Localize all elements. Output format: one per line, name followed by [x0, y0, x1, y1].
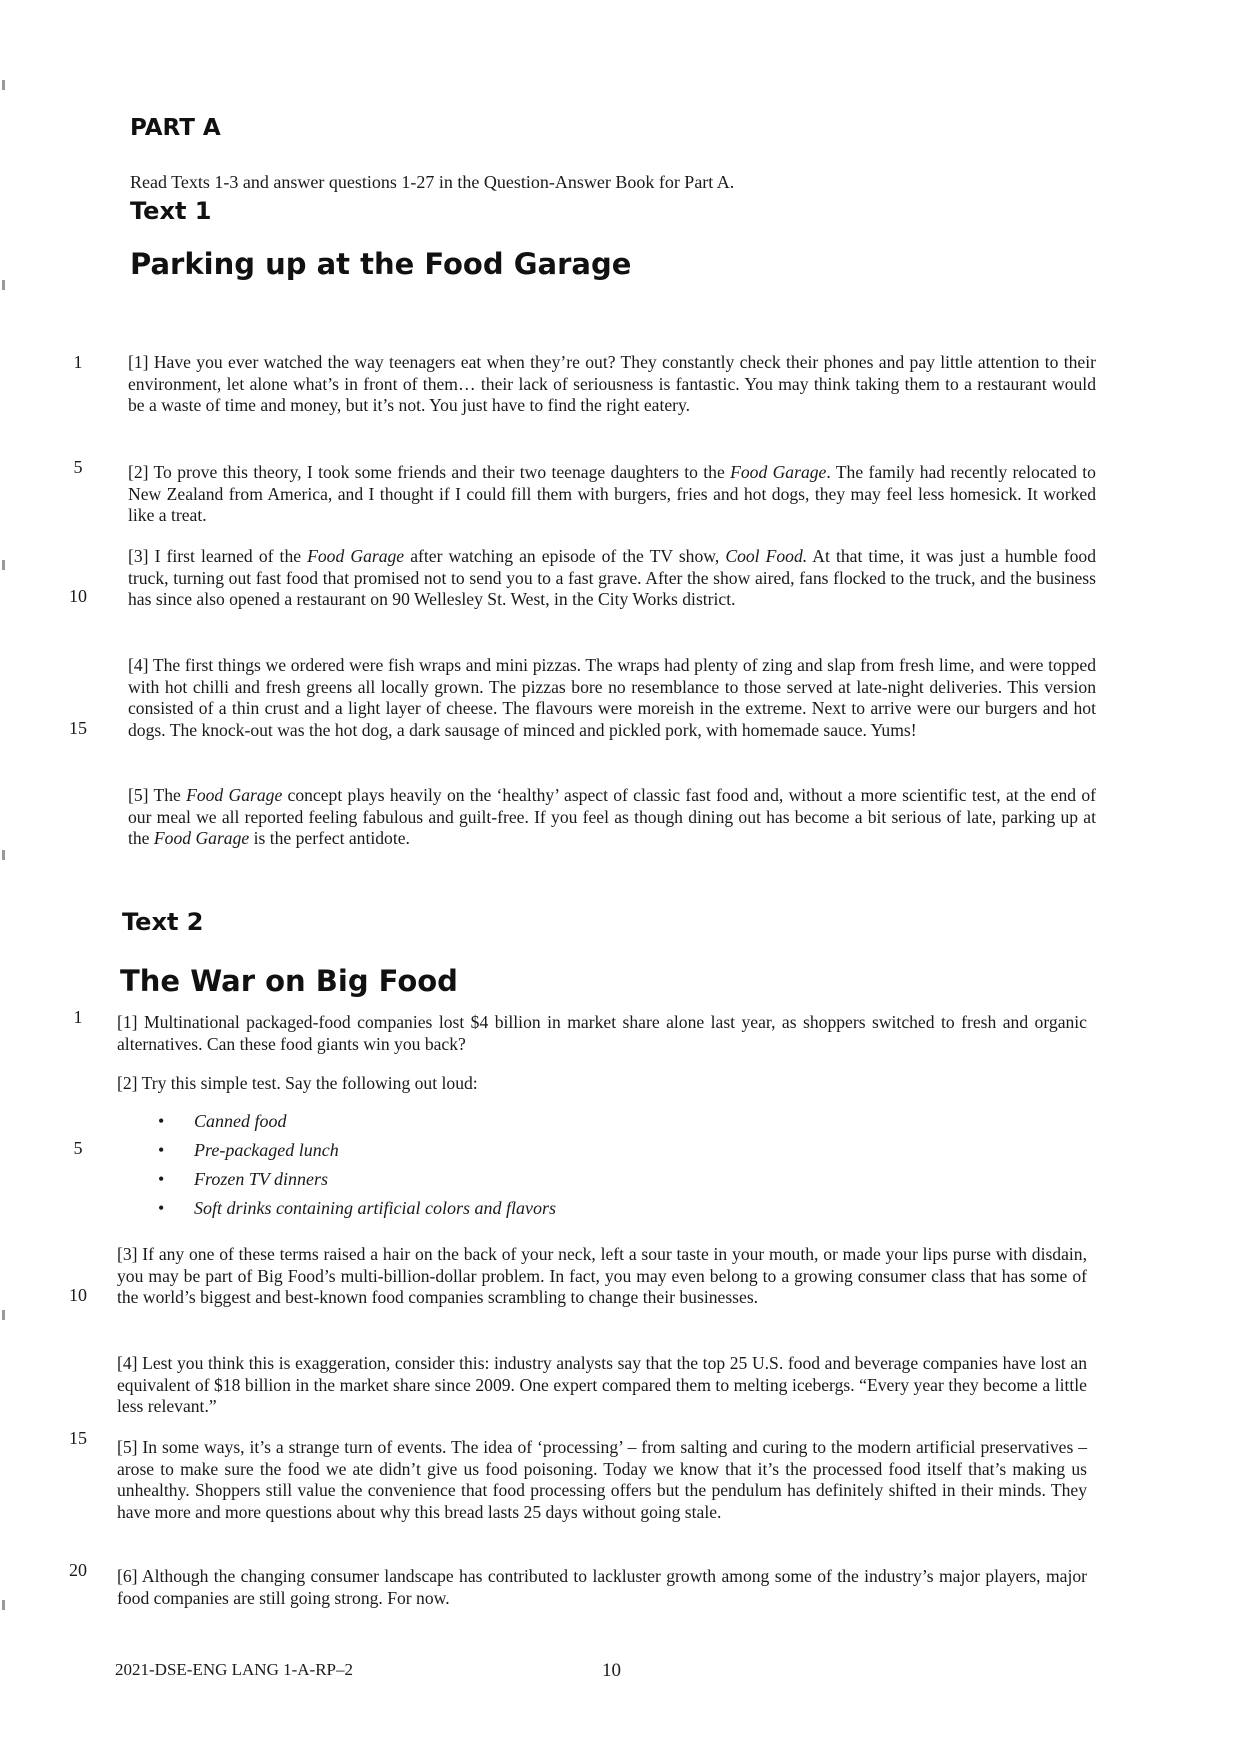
scan-mark — [2, 1310, 5, 1320]
bullet-icon: • — [158, 1169, 165, 1189]
line-number: 1 — [73, 1007, 83, 1027]
line-number: 5 — [73, 457, 83, 477]
paper-code: 2021-DSE-ENG LANG 1-A-RP–2 — [115, 1660, 353, 1679]
list-item: • Soft drinks containing artificial colors and flavors — [150, 1194, 556, 1223]
scan-mark — [2, 560, 5, 570]
part-instruction: Read Texts 1-3 and answer questions 1-27 in the Question-Answer Book for Part A. — [130, 172, 735, 192]
line-number: 10 — [69, 1285, 87, 1305]
text2-label: Text 2 — [122, 908, 204, 936]
line-number: 10 — [69, 586, 87, 606]
text2-paragraph-3: [3] If any one of these terms raised a hair on the back of your neck, left a sour taste in your mouth, or made your lips purse with disdain, you may be part of Big Food’s multi-billion-dollar problem. In fact, you may even belong to a growing consumer class that has some of the world’s biggest and best-known food companies scrambling to change their businesses. — [117, 1244, 1087, 1307]
scan-mark — [2, 80, 5, 90]
line-number: 15 — [69, 1428, 87, 1448]
scan-mark — [2, 850, 5, 860]
scan-mark — [2, 280, 5, 290]
list-item: • Frozen TV dinners — [150, 1165, 556, 1194]
italic-show-title: Cool Food. — [725, 546, 808, 566]
italic-name: Food Garage — [307, 546, 405, 566]
part-heading: PART A — [130, 115, 221, 141]
text2-title: The War on Big Food — [120, 964, 458, 998]
line-number: 1 — [73, 352, 83, 372]
text2-paragraph-5: [5] In some ways, it’s a strange turn of events. The idea of ‘processing’ – from salting and curing to the modern artificial preservatives – arose to make sure the food we ate didn’t give us food poisoning. Today we know that it’s the processed food itself that’s making us unhealthy. Shoppers still value the convenience that food processing offers but the pendulum has definitely shifted in their minds. They have more and more questions about why this bread lasts 25 days without going stale. — [117, 1437, 1087, 1522]
text2-paragraph-4: [4] Lest you think this is exaggeration, consider this: industry analysts say that the top 25 U.S. food and beverage companies have lost an equivalent of $18 billion in the market share since 2009. One expert compared them to melting icebergs. “Every year they become a little less relevant.” — [117, 1353, 1087, 1416]
list-item: • Pre-packaged lunch — [150, 1136, 556, 1165]
text1-paragraph-2: [2] To prove this theory, I took some friends and their two teenage daughters to the Food Garage. The family had recently relocated to New Zealand from America, and I thought if I could fill them with burgers, fries and hot dogs, they may feel less homesick. It worked like a treat. — [128, 462, 1096, 525]
page-number: 10 — [602, 1660, 621, 1681]
text1-label: Text 1 — [130, 197, 212, 225]
text1-paragraph-5: [5] The Food Garage concept plays heavily on the ‘healthy’ aspect of classic fast food and, without a more scientific test, at the end of our meal we all reported feeling fabulous and guilt-free. If you feel as though dining out has become a bit serious of late, parking up at the Food Garage is the perfect antidote. — [128, 785, 1096, 848]
scan-mark — [2, 1600, 5, 1610]
line-number: 15 — [69, 718, 87, 738]
line-number: 5 — [73, 1138, 83, 1158]
list-item: • Canned food — [150, 1107, 556, 1136]
bullet-icon: • — [158, 1198, 165, 1218]
text2-paragraph-6: [6] Although the changing consumer landscape has contributed to lackluster growth among some of the industry’s major players, major food companies are still going strong. For now. — [117, 1566, 1087, 1608]
bullet-list — [150, 1107, 556, 1223]
text1-paragraph-1: [1] Have you ever watched the way teenagers eat when they’re out? They constantly check their phones and pay little attention to their environment, let alone what’s in front of them… their lack of seriousness is fantastic. You may think taking them to a restaurant would be a waste of time and money, but it’s not. You just have to find the right eatery. — [128, 352, 1096, 415]
text1-title: Parking up at the Food Garage — [130, 247, 632, 281]
line-number: 20 — [69, 1560, 87, 1580]
text2-paragraph-2: [2] Try this simple test. Say the following out loud: — [117, 1073, 478, 1093]
italic-name: Food Garage — [730, 462, 827, 482]
bullet-icon: • — [158, 1111, 165, 1131]
italic-name: Food Garage — [153, 828, 250, 848]
text1-paragraph-4: [4] The first things we ordered were fish wraps and mini pizzas. The wraps had plenty of zing and slap from fresh lime, and were topped with hot chilli and fresh greens all locally grown. The pizzas bore no resemblance to those served at late-night deliveries. This version consisted of a thin crust and a light layer of cheese. The flavours were moreish in the extreme. Next to arrive were our burgers and hot dogs. The knock-out was the hot dog, a dark sausage of minced and pickled pork, with homemade sauce. Yums! — [128, 655, 1096, 740]
bullet-icon: • — [158, 1140, 165, 1160]
italic-name: Food Garage — [186, 785, 283, 805]
text1-paragraph-3: [3] I first learned of the Food Garage after watching an episode of the TV show, Cool Food. At that time, it was just a humble food truck, turning out fast food that promised not to send you to a fast grave. After the show aired, fans flocked to the truck, and the business has since also opened a restaurant on 90 Wellesley St. West, in the City Works district. — [128, 546, 1096, 609]
text2-paragraph-1: [1] Multinational packaged-food companies lost $4 billion in market share alone last year, as shoppers switched to fresh and organic alternatives. Can these food giants win you back? — [117, 1012, 1087, 1054]
